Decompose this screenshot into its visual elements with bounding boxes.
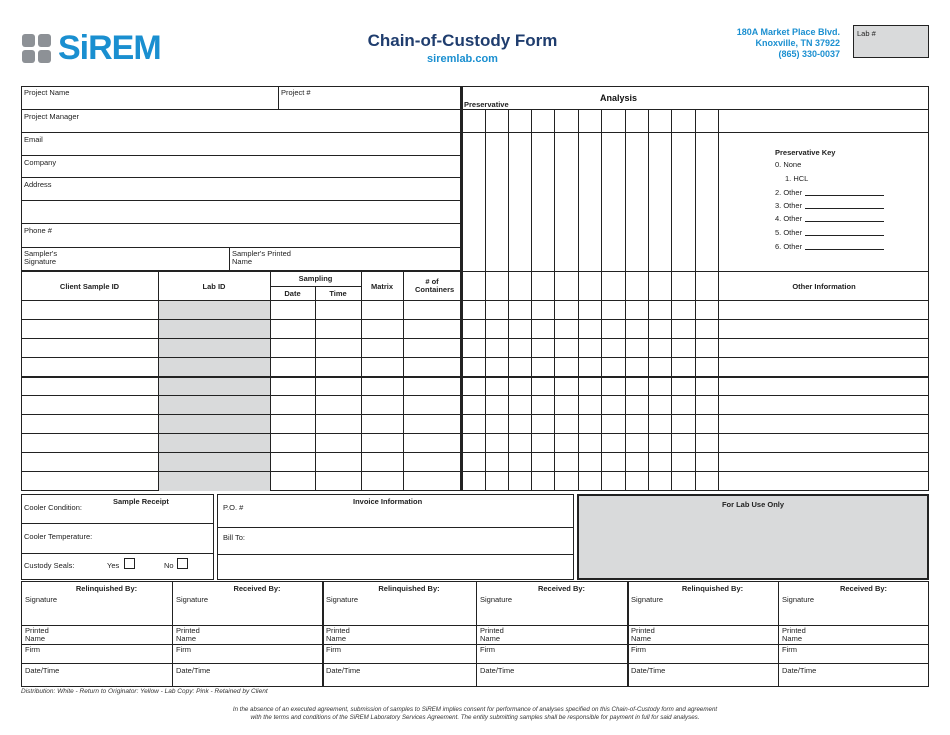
- distribution-note: Distribution: White - Return to Originator: Yellow - Lab Copy: Pink - Retained by Client: [21, 688, 268, 695]
- address-line2: Knoxville, TN 37922: [755, 38, 840, 48]
- preservative-cell[interactable]: [672, 110, 695, 132]
- project-name-field[interactable]: [22, 87, 278, 109]
- sampler-printed-name-field[interactable]: [230, 248, 460, 270]
- signature-field[interactable]: Signature: [782, 595, 815, 604]
- preservative-key-4: 4. Other: [775, 214, 803, 223]
- date-time-field[interactable]: Date/Time: [25, 666, 60, 675]
- invoice-title: Invoice Information: [353, 497, 423, 506]
- preservative-cell[interactable]: [486, 110, 508, 132]
- lab-use-title: For Lab Use Only: [721, 500, 785, 509]
- address-label: Address: [24, 180, 52, 189]
- signature-field[interactable]: Signature: [480, 595, 513, 604]
- other-information-header: Other Information: [792, 282, 856, 291]
- table-row[interactable]: [22, 453, 929, 471]
- custody-column-title: Received By:: [233, 584, 281, 593]
- lab-use-section: [577, 494, 929, 580]
- printed-name-field[interactable]: Printed Name: [176, 626, 200, 643]
- custody-seals-yes-checkbox[interactable]: [124, 558, 135, 569]
- firm-field[interactable]: Firm: [25, 645, 40, 654]
- custody-column-title: Relinquished By:: [75, 584, 138, 593]
- project-manager-field[interactable]: [22, 110, 460, 132]
- signature-field[interactable]: Signature: [631, 595, 664, 604]
- address-block: [690, 27, 840, 60]
- project-name-label: Project Name: [24, 88, 70, 97]
- custody-column-2: [172, 581, 322, 687]
- email-field[interactable]: [22, 133, 460, 155]
- printed-name-field[interactable]: Printed Name: [480, 626, 504, 643]
- sampling-header: Sampling: [298, 274, 333, 283]
- firm-field[interactable]: Firm: [176, 645, 191, 654]
- date-time-field[interactable]: Date/Time: [176, 666, 211, 675]
- preservative-cell[interactable]: [555, 110, 578, 132]
- preservative-cell[interactable]: [509, 110, 531, 132]
- sampler-signature-field[interactable]: [22, 248, 229, 270]
- cooler-temperature-label: Cooler Temperature:: [24, 532, 93, 541]
- cooler-condition-field[interactable]: [22, 495, 213, 523]
- date-time-field[interactable]: Date/Time: [480, 666, 515, 675]
- table-row[interactable]: [22, 358, 929, 376]
- cooler-temperature-field[interactable]: [22, 524, 213, 553]
- custody-column-title: Received By:: [537, 584, 586, 593]
- preservative-key-5: 5. Other: [775, 228, 803, 237]
- table-row[interactable]: [22, 301, 929, 319]
- table-row[interactable]: [22, 396, 929, 414]
- date-time-field[interactable]: Date/Time: [782, 666, 817, 675]
- preservative-cell[interactable]: [579, 110, 601, 132]
- lab-id-header: Lab ID: [202, 282, 226, 291]
- logo: [22, 31, 167, 67]
- company-field[interactable]: [22, 156, 460, 177]
- address-line1: 180A Market Place Blvd.: [736, 27, 840, 37]
- preservative-key-2: 2. Other: [775, 188, 803, 197]
- time-header: Time: [329, 289, 347, 298]
- table-row[interactable]: [22, 377, 929, 395]
- lab-number-box[interactable]: [853, 25, 929, 58]
- printed-name-field[interactable]: Printed Name: [25, 626, 49, 643]
- custody-seals-no-label: No: [164, 561, 174, 570]
- custody-column-4: [476, 581, 627, 687]
- lab-number-label: Lab #: [857, 29, 876, 38]
- firm-field[interactable]: Firm: [782, 645, 797, 654]
- sampler-signature-label: Sampler's Signature: [24, 249, 58, 266]
- sample-receipt-title: Sample Receipt: [113, 497, 169, 506]
- custody-column-1: [21, 581, 172, 687]
- preservative-key-6: 6. Other: [775, 242, 803, 251]
- date-time-field[interactable]: Date/Time: [631, 666, 666, 675]
- disclaimer-line1: In the absence of an executed agreement, submission of samples to SiREM implies consent for performance of analyses specified on this Chain-of-Custody form and agreement: [232, 706, 718, 713]
- custody-column-title: Relinquished By:: [378, 584, 440, 593]
- firm-field[interactable]: Firm: [631, 645, 646, 654]
- po-number-label: P.O. #: [223, 503, 244, 512]
- custody-column-3: [322, 581, 476, 687]
- phone-field[interactable]: [22, 224, 460, 247]
- table-row[interactable]: [22, 415, 929, 433]
- custody-seals-yes-label: Yes: [107, 561, 120, 570]
- printed-name-field[interactable]: Printed Name: [782, 626, 806, 643]
- preservative-key-0: 0. None: [775, 160, 802, 169]
- printed-name-field[interactable]: Printed Name: [326, 626, 350, 643]
- preservative-cell[interactable]: [626, 110, 648, 132]
- custody-column-6: [778, 581, 929, 687]
- cooler-condition-label: Cooler Condition:: [24, 503, 82, 512]
- bill-to-field[interactable]: [218, 528, 573, 554]
- preservative-cell[interactable]: [602, 110, 625, 132]
- containers-header: # of Containers: [415, 277, 455, 294]
- date-time-field[interactable]: Date/Time: [326, 666, 361, 675]
- preservative-cell[interactable]: [649, 110, 671, 132]
- preservative-key-3: 3. Other: [775, 201, 803, 210]
- signature-field[interactable]: Signature: [176, 595, 209, 604]
- table-row[interactable]: [22, 472, 929, 490]
- email-label: Email: [24, 135, 43, 144]
- preservative-cell[interactable]: [696, 110, 718, 132]
- phone-label: Phone #: [24, 226, 52, 235]
- company-label: Company: [24, 158, 57, 167]
- signature-field[interactable]: Signature: [326, 595, 359, 604]
- project-manager-label: Project Manager: [24, 112, 80, 121]
- date-header: Date: [284, 289, 301, 298]
- preservative-key-title: Preservative Key: [775, 148, 836, 157]
- client-sample-id-header: Client Sample ID: [59, 282, 120, 291]
- po-number-field[interactable]: [218, 495, 573, 527]
- table-row[interactable]: [22, 339, 929, 357]
- analysis-title: Analysis: [600, 93, 638, 103]
- address-field[interactable]: [22, 178, 460, 223]
- project-number-field[interactable]: [279, 87, 460, 109]
- logo-text: SiREM: [58, 29, 161, 67]
- table-row[interactable]: [22, 434, 929, 452]
- page-title: Chain-of-Custody Form: [367, 31, 558, 50]
- preservative-cell[interactable]: [532, 110, 554, 132]
- preservative-cell[interactable]: [462, 110, 485, 132]
- sampler-printed-name-label: Sampler's Printed Name: [232, 249, 291, 266]
- custody-column-title: Relinquished By:: [681, 584, 744, 593]
- matrix-header: Matrix: [370, 282, 394, 291]
- custody-seals-label: Custody Seals:: [24, 561, 75, 570]
- signature-field[interactable]: Signature: [25, 595, 58, 604]
- custody-column-title: Received By:: [839, 584, 888, 593]
- bill-to-label: Bill To:: [223, 533, 245, 542]
- printed-name-field[interactable]: Printed Name: [631, 626, 655, 643]
- custody-column-5: [627, 581, 778, 687]
- website-link[interactable]: siremlab.com: [427, 53, 498, 65]
- table-row[interactable]: [22, 320, 929, 338]
- preservative-key-1: 1. HCL: [785, 174, 809, 183]
- disclaimer-line2: with the terms and conditions of the SiREM Laboratory Services Agreement. The entity submitting samples shall be responsible for payment in full for said analyses.: [250, 714, 700, 721]
- firm-field[interactable]: Firm: [480, 645, 495, 654]
- preservative-label: Preservative: [464, 100, 509, 109]
- project-number-label: Project #: [281, 88, 311, 97]
- phone-number: (865) 330-0037: [778, 49, 840, 59]
- firm-field[interactable]: Firm: [326, 645, 341, 654]
- logo-mark-icon: [22, 34, 52, 64]
- custody-seals-no-checkbox[interactable]: [177, 558, 188, 569]
